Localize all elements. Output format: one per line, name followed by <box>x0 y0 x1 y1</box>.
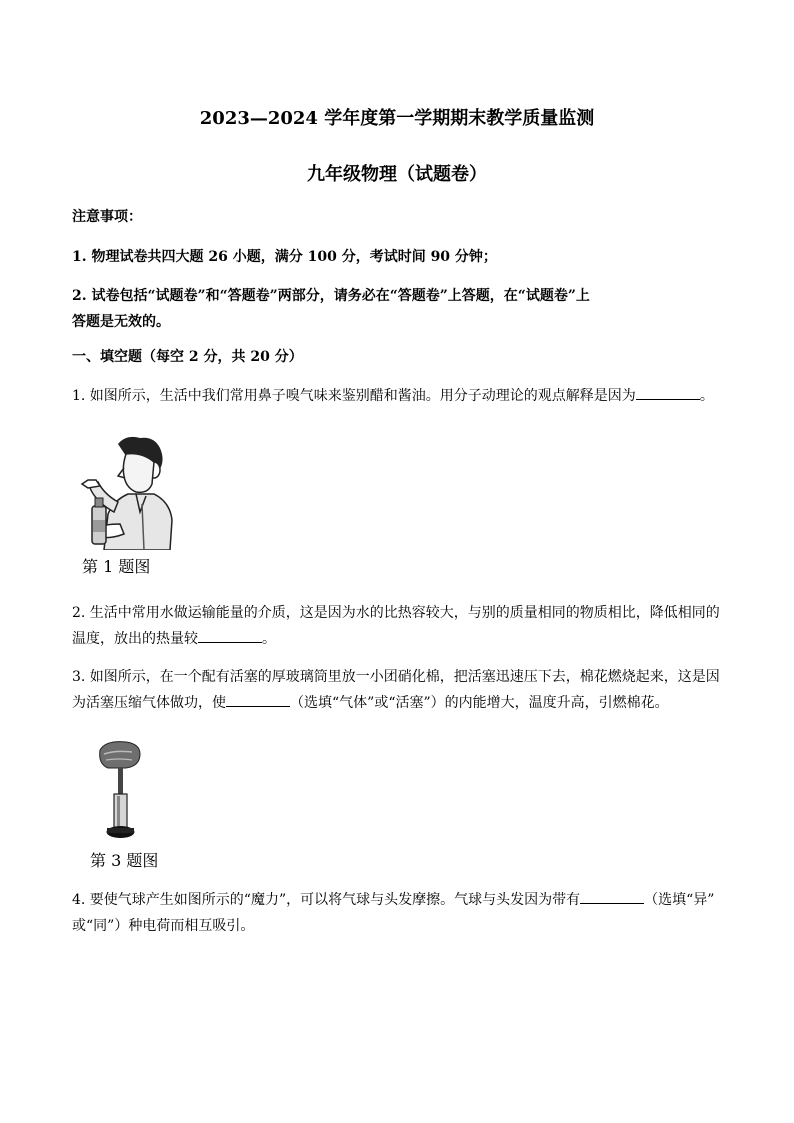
question-4-text-a: 4. 要使气球产生如图所示的“魔力”，可以将气球与头发摩擦。气球与头发因为带有 <box>72 892 581 908</box>
answer-blank-1[interactable] <box>636 385 700 400</box>
notes-item-2-line-1: 2. 试卷包括“试题卷”和“答题卷”两部分，请务必在“答题卷”上答题，在“试题卷”上 <box>72 288 590 304</box>
answer-blank-3[interactable] <box>226 692 290 707</box>
question-4-text-b: （选填“异” <box>644 892 715 908</box>
question-2-text-b: 。 <box>262 631 276 647</box>
exam-title: 2023—2024 学年度第一学期期末教学质量监测 <box>199 108 595 129</box>
question-4-line-1 <box>72 888 722 912</box>
question-3-text-b: （选填“气体”或“活塞”）的内能增大，温度升高，引燃棉花。 <box>290 695 669 711</box>
question-2-line-2 <box>72 627 722 651</box>
question-4-line-2: 或“同”）种电荷而相互吸引。 <box>72 918 255 934</box>
question-1-text: 1. 如图所示，生活中我们常用鼻子嗅气味来鉴别醋和酱油。用分子动理论的观点解释是因为 <box>72 388 636 404</box>
notes-item-2-line-2: 答题是无效的。 <box>72 314 170 330</box>
question-3-line-2 <box>72 691 722 715</box>
question-2-line-1: 2. 生活中常用水做运输能量的介质，这是因为水的比热容较大，与别的质量相同的物质相比，降低相同的 <box>72 605 720 621</box>
exam-subtitle: 九年级物理（试题卷） <box>307 164 487 185</box>
figure-1-caption: 第 1 题图 <box>82 557 151 576</box>
question-3-line-1: 3. 如图所示，在一个配有活塞的厚玻璃筒里放一小团硝化棉，把活塞迅速压下去，棉花燃烧起来，这是因 <box>72 669 720 685</box>
question-1-end: 。 <box>699 388 714 404</box>
notes-heading: 注意事项： <box>72 209 142 225</box>
question-2-text-a: 温度，放出的热量较 <box>72 631 198 647</box>
question-3-text-a: 为活塞压缩气体做功，使 <box>72 695 226 711</box>
answer-blank-2[interactable] <box>198 628 262 643</box>
figure-1-image <box>74 432 174 550</box>
notes-item-1: 1. 物理试卷共四大题 26 小题，满分 100 分，考试时间 90 分钟； <box>72 249 497 265</box>
figure-3-caption: 第 3 题图 <box>90 851 159 870</box>
answer-blank-4[interactable] <box>580 889 644 904</box>
question-1 <box>72 384 722 408</box>
section-1-heading: 一、填空题（每空 2 分，共 20 分） <box>72 349 303 365</box>
figure-3-image <box>96 740 152 844</box>
